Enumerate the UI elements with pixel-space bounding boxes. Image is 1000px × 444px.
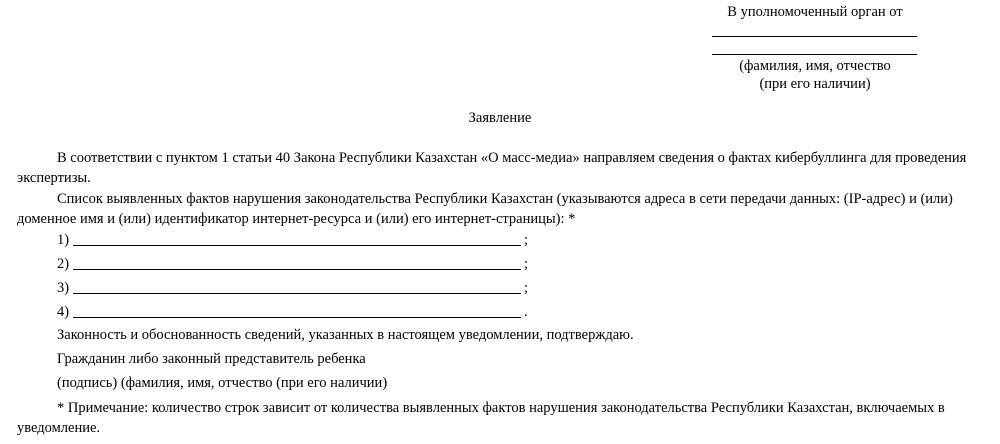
item-end: ; [524,256,529,272]
name-hint-2: (при его наличии) [759,76,871,92]
addressee-line-2 [712,54,917,55]
item-number: 2) [57,256,70,272]
addressee-line-1 [712,36,917,37]
item-end: ; [524,280,529,296]
item-number: 4) [57,304,70,320]
item-blank-line [73,293,521,294]
item-blank-line [73,317,521,318]
confirmation-text: Законность и обоснованность сведений, указанных в настоящем уведомлении, подтверждаю. [57,327,634,343]
signer-label: Гражданин либо законный представитель ребенка [57,351,366,367]
item-end: . [524,304,528,320]
footnote: * Примечание: количество строк зависит от количества выявленных фактов нарушения законодательства Республики Казахстан, включаемых в уведомление. [17,400,945,436]
addressee-label: В уполномоченный орган от [727,4,903,20]
item-blank-line [73,245,521,246]
intro-paragraph: В соответствии с пунктом 1 статьи 40 Закона Республики Казахстан «О масс-медиа» направляем сведения о фактах кибербуллинга для проведения экспертизы. [17,150,967,186]
item-end: ; [524,232,529,248]
item-blank-line [73,269,521,270]
document-title: Заявление [468,110,532,126]
signature-hint: (подпись) (фамилия, имя, отчество (при его наличии) [57,375,388,391]
list-intro-paragraph: Список выявленных фактов нарушения законодательства Республики Казахстан (указываются адреса в сети передачи данных: (IP-адрес) и (или) доменное имя и (или) идентификатор интернет-ресурса и (или) его интернет-страницы): * [17,191,953,227]
item-number: 1) [57,232,70,248]
name-hint: (фамилия, имя, отчество [739,58,891,74]
item-number: 3) [57,280,70,296]
